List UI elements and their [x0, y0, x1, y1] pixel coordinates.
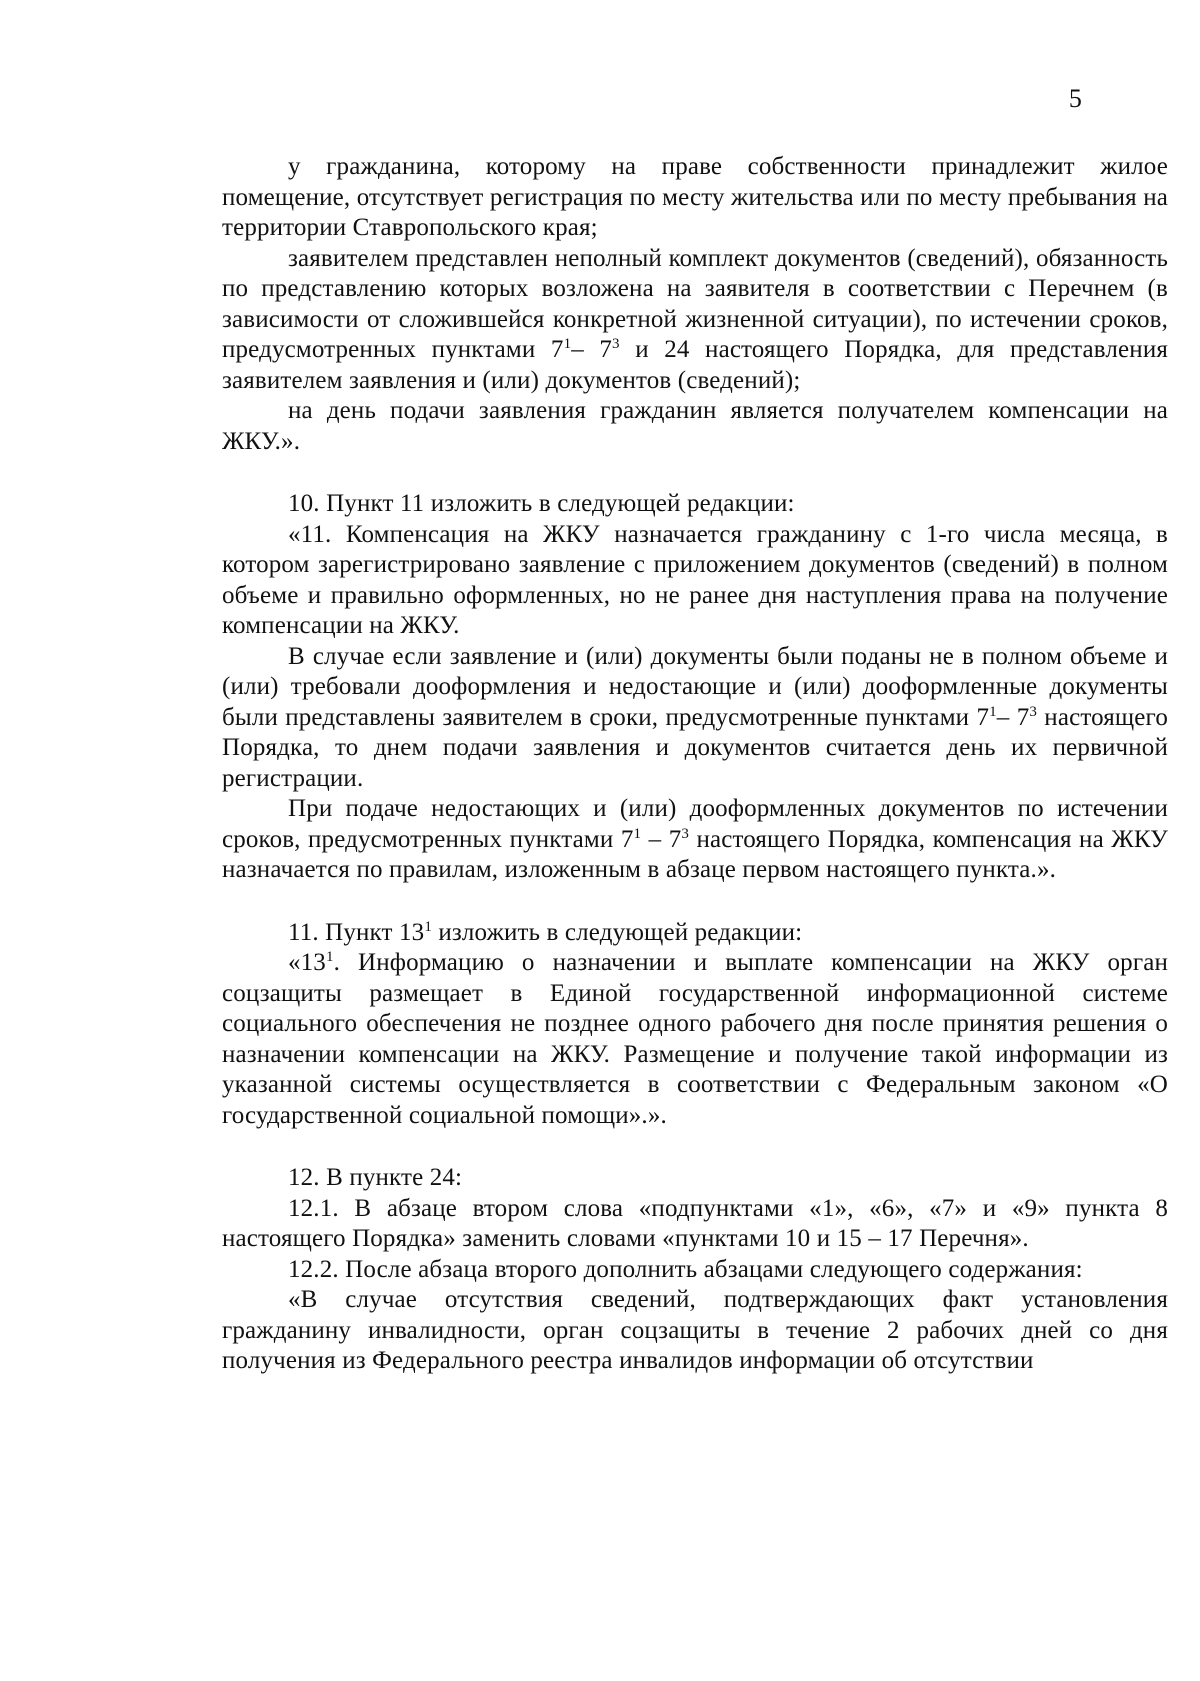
superscript: 1	[325, 949, 334, 965]
text-run: – 7	[571, 336, 613, 363]
text-run: 12.2. После абзаца второго дополнить абзацами следующего содержания:	[288, 1255, 1083, 1283]
document-body	[222, 152, 1168, 1377]
text-run: и 24 настоящего Порядка, для представления заявителем заявления и (или) документов (сведений);	[222, 336, 1169, 394]
superscript: 1	[563, 336, 572, 352]
text-run: настоящего Порядка, компенсация на ЖКУ назначается по правилам, изложенным в абзаце первом настоящего пункта.».	[222, 825, 1169, 883]
text-run: – 7	[996, 703, 1030, 731]
superscript: 3	[612, 336, 620, 352]
paragraph	[222, 948, 1168, 1131]
text-run: изложить в следующей редакции:	[431, 918, 803, 946]
paragraph	[222, 918, 1168, 949]
text-run: 12.1. В абзаце втором слова «подпунктами «1», «6», «7» и «9» пункта 8 настоящего Порядка» заменить словами «пунктами 10 и 15 – 17 Перечня».	[222, 1194, 1168, 1252]
paragraph	[222, 152, 1168, 244]
superscript: 1	[989, 703, 997, 720]
superscript: 3	[1029, 703, 1038, 720]
paragraph	[222, 1194, 1168, 1255]
text-run: В случае если заявление и (или) документы были поданы не в полном объеме и (или) требовали дооформления и недостающие и (или) дооформленные документы были представлены заявителем в сроки, предусмотренные пунктами 7	[222, 642, 1168, 731]
text-run: у гражданина, которому на праве собственности принадлежит жилое помещение, отсутствует регистрация по месту жительства или по месту пребывания на территории Ставропольского края;	[222, 153, 1168, 241]
text-run: «13	[288, 949, 326, 976]
paragraph	[222, 1255, 1168, 1286]
paragraph	[222, 489, 1168, 520]
paragraph	[222, 396, 1168, 457]
superscript: 1	[424, 918, 432, 935]
paragraph	[222, 642, 1168, 795]
text-run: «В случае отсутствия сведений, подтверждающих факт установления гражданину инвалидности, орган соцзащиты в течение 2 рабочих дней со дня получения из Федерального реестра инвалидов информации об отсутствии	[222, 1286, 1168, 1374]
text-run: на день подачи заявления гражданин является получателем компенсации на ЖКУ.».	[222, 397, 1168, 455]
paragraph	[222, 1285, 1168, 1377]
paragraph	[222, 1163, 1168, 1194]
text-run: При подаче недостающих и (или) дооформленных документов по истечении сроков, предусмотренных пунктами 7	[222, 795, 1168, 853]
text-run: 12. В пункте 24:	[288, 1164, 463, 1191]
superscript: 3	[681, 825, 690, 842]
text-run: . Информацию о назначении и выплате компенсации на ЖКУ орган соцзащиты размещает в Единой государственной информационной системе социального обеспечения не позднее одного рабочего дня после принятия решения о назначении компенсации на ЖКУ. Размещение и получение такой информации из указанной системы осуществляется в соответствии с Федеральным законом «О государственной социальной помощи».».	[222, 949, 1168, 1129]
paragraph	[222, 520, 1168, 642]
text-run: «11. Компенсация на ЖКУ назначается гражданину с 1-го числа месяца, в котором зарегистрировано заявление с приложением документов (сведений) в полном объеме и правильно оформленных, но не ранее дня наступления права на получение компенсации на ЖКУ.	[222, 520, 1168, 639]
text-run: заявителем представлен неполный комплект документов (сведений), обязанность по представлению которых возложена на заявителя в соответствии с Перечнем (в зависимости от сложившейся конкретной жизненной ситуации), по истечении сроков, предусмотренных пунктами 7	[222, 244, 1168, 363]
superscript: 1	[633, 825, 642, 842]
paragraph	[222, 794, 1168, 886]
text-run: – 7	[641, 825, 682, 853]
page-number: 5	[1068, 84, 1082, 113]
text-run: настоящего Порядка, то днем подачи заявления и документов считается день их первичной регистрации.	[222, 703, 1168, 792]
text-run: 11. Пункт 13	[288, 918, 425, 946]
text-run: 10. Пункт 11 изложить в следующей редакции:	[288, 490, 795, 517]
paragraph	[222, 244, 1168, 397]
